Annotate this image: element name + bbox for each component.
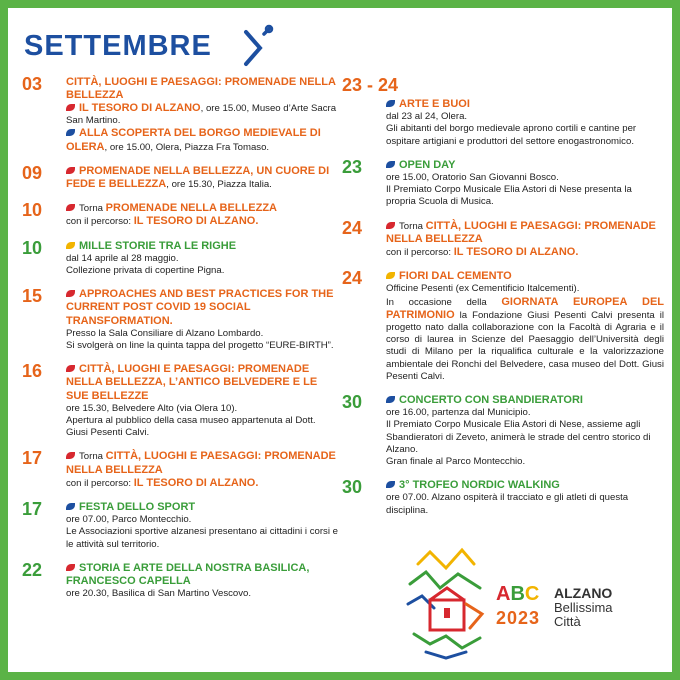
event-sub-item [66, 127, 340, 153]
calendar-event [342, 270, 664, 383]
event-title: FESTA DELLO SPORT [79, 501, 196, 514]
event-sub-title: IL TESORO DI ALZANO [79, 102, 201, 114]
calendar-event [22, 162, 340, 191]
event-prefix: Torna [79, 451, 106, 463]
red-dot-icon [66, 204, 75, 211]
event-title: CITTÀ, LUOGHI E PAESAGGI: PROMENADE NELLA BELLEZZA [386, 219, 656, 245]
event-route-title: IL TESORO DI ALZANO. [133, 476, 259, 489]
month-title: SETTEMBRE [24, 30, 212, 62]
event-detail-line: ore 20.30, Basilica di San Martino Vescovo. [66, 588, 252, 600]
navy-dot-icon [386, 161, 395, 168]
calendar-event [22, 450, 340, 490]
event-rich-post: la Fondazione Giusi Pesenti Calvi presenta il progetto nato dalla collaborazione con la Facoltà di Agraria e il corso di laurea in Scienze del Paesaggio dell’Università degli studi di Milano per la riqualifica culturale e la valorizzazione ambientale dei Ronchi del Belvedere, casa museo del Dott. Giusi Pesenti Calvi. [386, 309, 664, 382]
event-detail-line: Il Premiato Corpo Musicale Elia Astori di Nese presenta la propria Scuola di Musica. [386, 184, 632, 208]
brand-abc-b: B [510, 583, 525, 605]
navy-dot-icon [66, 503, 75, 510]
calendar-event [342, 217, 664, 260]
events-column-left [22, 76, 340, 612]
event-headline [386, 159, 664, 172]
event-headline [66, 363, 340, 403]
event-title: PROMENADE NELLA BELLEZZA, UN CUORE DI FEDE E BELLEZZA [66, 164, 330, 191]
event-route-title: IL TESORO DI ALZANO. [453, 246, 579, 259]
calendar-event [22, 559, 340, 601]
events-column-right [342, 76, 664, 528]
event-title: CONCERTO CON SBANDIERATORI [399, 394, 583, 407]
navy-dot-icon [66, 129, 75, 136]
event-route [66, 477, 340, 490]
navy-dot-icon [386, 396, 395, 403]
event-detail-line: Presso la Sala Consiliare di Alzano Lombardo. [66, 327, 264, 339]
calendar-event [22, 237, 340, 278]
event-headline [386, 270, 664, 283]
event-route [386, 246, 664, 259]
event-headline [66, 562, 340, 588]
event-day: 23 - 24 [342, 75, 399, 95]
event-rich-title: GIORNATA EUROPEA DEL PATRIMONIO [386, 295, 665, 321]
event-day: 17 [22, 499, 43, 520]
brand-abc-a: A [496, 583, 511, 605]
navy-dot-icon [386, 481, 395, 488]
event-headline [66, 165, 340, 191]
event-detail-line: Gli abitanti del borgo medievale aprono cortili e cantine per ospitare artigiani e produttori del settore enogastronomico. [386, 123, 637, 147]
brand-name: ALZANO [554, 585, 613, 601]
event-detail-line: Gran finale al Parco Montecchio. [386, 456, 526, 468]
red-dot-icon [66, 564, 75, 571]
event-title: CITTÀ, LUOGHI E PAESAGGI: PROMENADE NELLA BELLEZZA [66, 450, 336, 476]
event-headline [386, 479, 664, 492]
event-headline [66, 288, 340, 328]
event-detail-line: dal 23 al 24, Olera. [386, 111, 468, 123]
event-title: APPROACHES AND BEST PRACTICES FOR THE CURRENT POST COVID 19 SOCIAL TRANSFORMATION. [66, 288, 334, 327]
month-decoration-icon [240, 24, 276, 68]
calendar-event [342, 76, 664, 148]
event-detail-line: ore 15.30, Belvedere Alto (via Olera 10). [66, 402, 238, 414]
event-headline [386, 394, 664, 407]
event-day: 10 [22, 200, 43, 221]
red-dot-icon [66, 452, 75, 459]
page [8, 8, 672, 672]
brand-abc-c: C [524, 583, 540, 605]
event-sub-text: , ore 15.00, Museo d’Arte Sacra San Martino. [66, 103, 337, 127]
event-detail-line: Collezione privata di copertine Pigna. [66, 265, 225, 277]
event-detail-line: Le Associazioni sportive alzanesi presentano ai cittadini i corsi e le attività sul territorio. [66, 526, 338, 550]
event-detail-line: Il Premiato Corpo Musicale Elia Astori di Nese, assieme agli Sbandieratori di Zeveto, animerà le strade del centro storico di Alzano. [386, 419, 651, 455]
red-dot-icon [66, 290, 75, 297]
event-title: 3° TROFEO NORDIC WALKING [399, 479, 560, 492]
event-day: 24 [342, 268, 363, 289]
event-detail-line: ore 15.00, Oratorio San Giovanni Bosco. [386, 172, 559, 184]
event-detail-line: Officine Pesenti (ex Cementificio Italcementi). [386, 283, 580, 295]
event-title: STORIA E ARTE DELLA NOSTRA BASILICA, FRANCESCO CAPELLA [66, 561, 310, 588]
event-day: 24 [342, 217, 363, 238]
event-detail-line: ore 07.00, Parco Montecchio. [66, 514, 192, 526]
red-dot-icon [66, 167, 75, 174]
calendar-event [22, 202, 340, 228]
calendar-event [342, 394, 664, 468]
red-dot-icon [66, 365, 75, 372]
event-day: 22 [22, 559, 43, 580]
calendar-event [22, 288, 340, 352]
event-detail-line: ore 16.00, partenza dal Municipio. [386, 407, 531, 419]
event-prefix: Torna [399, 220, 426, 232]
event-day: 30 [342, 477, 363, 498]
brand-text [554, 586, 613, 629]
event-rich-text [386, 296, 664, 383]
yellow-dot-icon [66, 242, 75, 249]
brand-line3: Città [554, 614, 581, 629]
brand-abc [496, 584, 539, 604]
event-route-prefix: con il percorso: [386, 247, 454, 259]
event-day: 16 [22, 361, 43, 382]
event-headline [66, 202, 340, 215]
event-title: PROMENADE NELLA BELLEZZA [105, 202, 277, 215]
event-day: 09 [22, 162, 43, 183]
navy-dot-icon [386, 100, 395, 107]
event-day: 30 [342, 392, 363, 413]
city-logo-icon [400, 544, 492, 662]
event-title: CITTÀ, LUOGHI E PAESAGGI: PROMENADE NELLA BELLEZZA, L’ANTICO BELVEDERE E LE SUE BELLEZZE [66, 363, 318, 402]
event-route-title: IL TESORO DI ALZANO. [133, 215, 259, 228]
calendar-event [342, 479, 664, 517]
red-dot-icon [386, 222, 395, 229]
event-headline [66, 240, 340, 253]
event-day: 23 [342, 156, 363, 177]
event-route-prefix: con il percorso: [66, 477, 134, 489]
calendar-event [22, 363, 340, 439]
event-day: 15 [22, 286, 43, 307]
brand-line2: Bellissima [554, 600, 613, 615]
event-rich-pre: In occasione della [386, 296, 502, 308]
event-route [66, 215, 340, 228]
calendar-event [22, 76, 340, 154]
event-detail-line: Apertura al pubblico della casa museo appartenuta al Dott. Giusi Pesenti Calvi. [66, 415, 316, 439]
event-prefix: Torna [79, 203, 106, 215]
event-route-prefix: con il percorso: [66, 216, 134, 228]
event-detail-line: Si svolgerà on line la quinta tappa del progetto “EURE-BIRTH”. [66, 340, 334, 352]
event-details: , ore 15.30, Piazza Italia. [166, 179, 272, 191]
event-day: 10 [22, 237, 43, 258]
event-title: MILLE STORIE TRA LE RIGHE [79, 239, 237, 252]
event-sub-title: ALLA SCOPERTA DEL BORGO MEDIEVALE DI OLERA [66, 127, 321, 153]
event-headline [386, 220, 664, 246]
event-title: OPEN DAY [399, 158, 456, 171]
event-headline [386, 98, 664, 111]
event-day: 17 [22, 448, 43, 469]
yellow-dot-icon [386, 272, 395, 279]
brand-year: 2023 [496, 608, 541, 628]
event-title: FIORI DAL CEMENTO [399, 270, 512, 283]
event-sub-item [66, 102, 340, 127]
event-day: 03 [22, 74, 43, 94]
event-sub-text: , ore 15.00, Olera, Piazza Fra Tomaso. [104, 141, 270, 153]
event-headline [66, 450, 340, 476]
event-title: ARTE E BUOI [399, 98, 470, 110]
calendar-event [22, 501, 340, 551]
event-detail-line: ore 07.00. Alzano ospiterà il tracciato e gli atleti di questa disciplina. [386, 492, 629, 516]
event-headline [66, 501, 340, 514]
calendar-event [342, 156, 664, 209]
event-detail-line: dal 14 aprile al 28 maggio. [66, 252, 179, 264]
event-title: CITTÀ, LUOGHI E PAESAGGI: PROMENADE NELLA BELLEZZA [66, 76, 336, 101]
red-dot-icon [66, 104, 75, 111]
